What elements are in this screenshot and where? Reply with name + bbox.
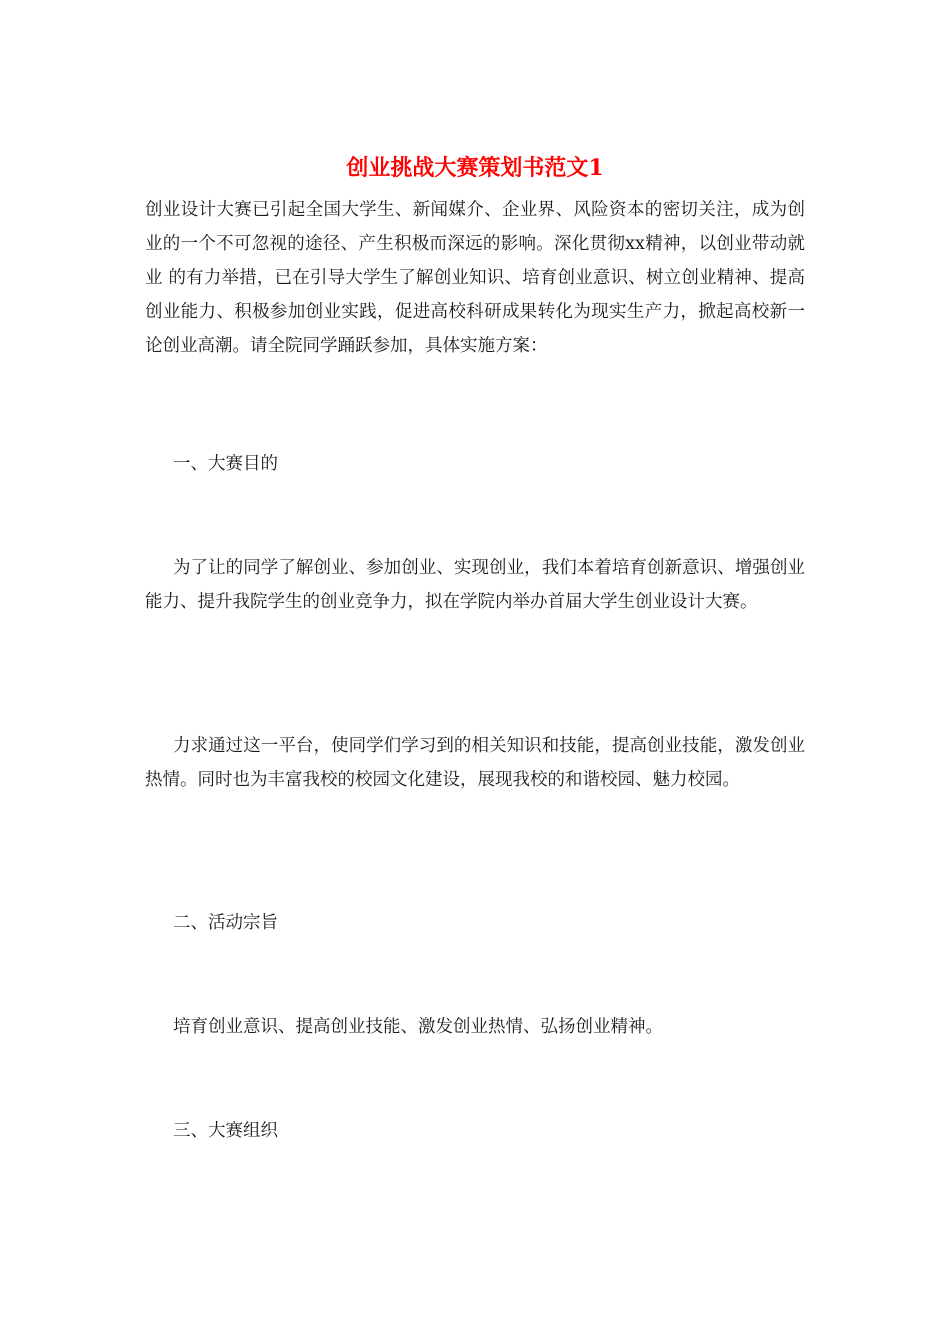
section-heading-organization: 三、大赛组织 [173, 1121, 278, 1141]
principle-paragraph: 培育创业意识、提高创业技能、激发创业热情、弘扬创业精神。 [173, 1017, 663, 1037]
section-heading-purpose: 一、大赛目的 [173, 454, 278, 474]
intro-paragraph: 创业设计大赛已引起全国大学生、新闻媒介、企业界、风险资本的密切关注，成为创业的一个不可忽视的途径、产生积极而深远的影响。深化贯彻xx精神，以创业带动就业 的有力举措，已在引导大学生了解创业知识、培育创业意识、树立创业精神、提高创业能力、积极参加创业实践，促进高校科研成果转化为现实生产力，掀起高校新一论创业高潮。请全院同学踊跃参加，具体实施方案： [145, 200, 805, 356]
section-heading-principle: 二、活动宗旨 [173, 913, 278, 933]
purpose-paragraph-1: 为了让的同学了解创业、参加创业、实现创业，我们本着培育创新意识、增强创业能力、提升我院学生的创业竞争力，拟在学院内举办首届大学生创业设计大赛。 [145, 558, 805, 612]
document-title: 创业挑战大赛策划书范文1 [346, 155, 604, 181]
purpose-paragraph-2: 力求通过这一平台，使同学们学习到的相关知识和技能，提高创业技能，激发创业热情。同时也为丰富我校的校园文化建设，展现我校的和谐校园、魅力校园。 [145, 736, 805, 790]
